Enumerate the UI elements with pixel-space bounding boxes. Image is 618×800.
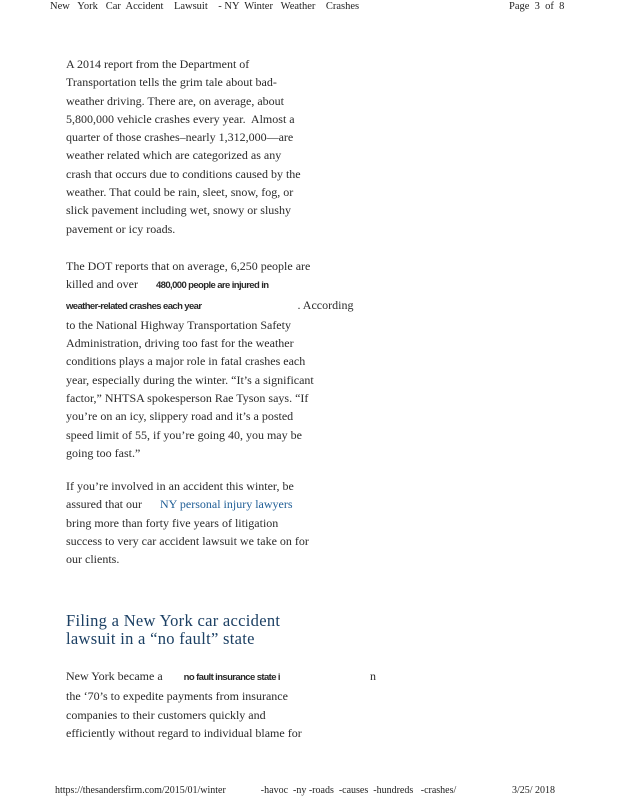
- text-line: pavement or icy roads.: [66, 221, 176, 236]
- text-line: the ‘70’s to expedite payments from insurance: [66, 689, 288, 704]
- text-line: factor,” NHTSA spokesperson Rae Tyson says. “If: [66, 391, 309, 406]
- paragraph-dot-report: [66, 257, 353, 462]
- compressed-text-no-fault: no fault insurance state i: [183, 672, 280, 683]
- text-line: [66, 495, 309, 513]
- text-line: 5,800,000 vehicle crashes every year. Almost a: [66, 111, 295, 126]
- text-line: success to very car accident lawsuit we take on for: [66, 533, 309, 548]
- text-line: slick pavement including wet, snowy or slushy: [66, 203, 291, 218]
- footer-date: 3/25/ 2018: [512, 785, 556, 796]
- text-line: [66, 275, 353, 295]
- section-heading: [66, 612, 280, 648]
- text-line: The DOT reports that on average, 6,250 people are: [66, 259, 311, 273]
- text-fragment: assured that our: [66, 497, 160, 512]
- text-line: Administration, driving too fast for the weather: [66, 336, 294, 351]
- text-line: weather driving. There are, on average, about: [66, 93, 285, 108]
- text-fragment: n: [279, 669, 376, 683]
- compressed-text-crashes: weather-related crashes each year: [66, 300, 202, 312]
- text-line: [66, 296, 353, 316]
- text-line: quarter of those crashes–nearly 1,312,000—are: [66, 130, 294, 145]
- text-line: speed limit of 55, if you’re going 40, you may be: [66, 427, 302, 442]
- text-line: year, especially during the winter. “It’s a significant: [66, 372, 314, 387]
- text-line: our clients.: [66, 552, 120, 567]
- text-line: [66, 667, 376, 687]
- text-line: bring more than forty five years of litigation: [66, 515, 279, 530]
- text-line: If you’re involved in an accident this winter, be: [66, 479, 294, 493]
- heading-line: Filing a New York car accident: [66, 611, 281, 630]
- text-line: Transportation tells the grim tale about bad-: [66, 75, 277, 90]
- compressed-text-injured: 480,000 people are injured in: [155, 280, 269, 292]
- ny-personal-injury-lawyers-link[interactable]: NY personal injury lawyers: [159, 497, 293, 512]
- text-line: conditions plays a major role in fatal crashes each: [66, 354, 306, 369]
- heading-line: lawsuit in a “no fault” state: [66, 629, 255, 648]
- text-fragment: . According: [201, 297, 354, 312]
- text-line: you’re on an icy, slippery road and it’s a posted: [66, 409, 294, 424]
- paragraph-no-fault: [66, 667, 376, 742]
- paragraph-lawyers: [66, 477, 309, 568]
- text-line: to the National Highway Transportation Safety: [66, 317, 291, 332]
- text-line: weather. That could be rain, sleet, snow, fog, or: [66, 185, 294, 200]
- page-number: Page 3 of 8: [509, 1, 565, 12]
- text-fragment: killed and over: [66, 277, 156, 292]
- text-line: efficiently without regard to individual blame for: [66, 725, 302, 740]
- text-fragment: New York became a: [66, 669, 184, 683]
- text-line: companies to their customers quickly and: [66, 707, 266, 722]
- text-line: crash that occurs due to conditions caused by the: [66, 166, 301, 181]
- paragraph-weather-crash-stats: [66, 55, 301, 238]
- footer-url: https://thesandersfirm.com/2015/01/winter -havoc -ny -roads -causes -hundreds -crashes/: [55, 785, 457, 796]
- text-line: weather related which are categorized as any: [66, 148, 282, 163]
- header-title: New York Car Accident Lawsuit - NY Winter Weather Crashes: [50, 1, 360, 12]
- text-line: going too fast.”: [66, 445, 141, 460]
- text-line: A 2014 report from the Department of: [66, 57, 250, 71]
